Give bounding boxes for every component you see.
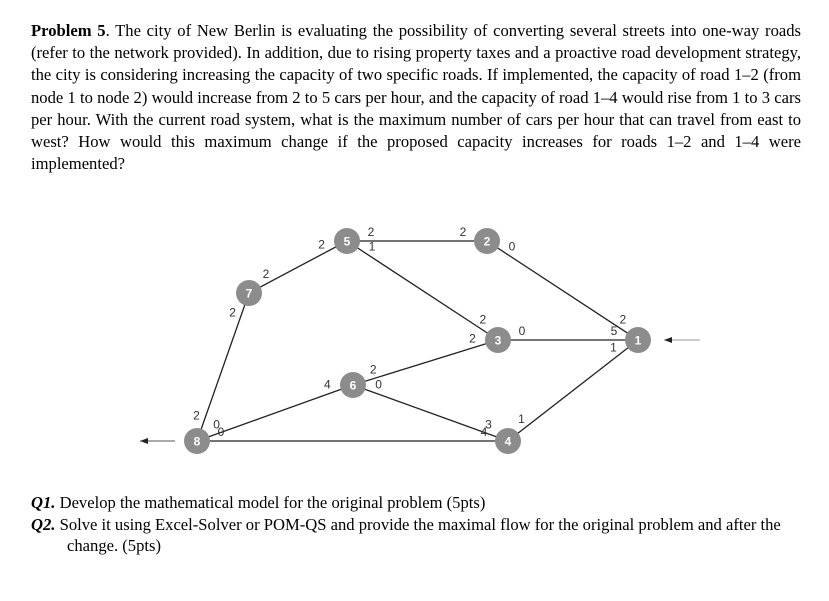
edge-capacity-label: 1 [368, 239, 376, 254]
node-label: 7 [245, 286, 253, 301]
edge-capacity-label: 3 [485, 417, 492, 432]
node-label: 2 [483, 234, 491, 249]
edge-capacity-label: 2 [193, 408, 200, 423]
edge-capacity-label: 2 [479, 312, 487, 327]
edge-capacity-label: 0 [217, 425, 225, 439]
node-label: 5 [343, 234, 351, 249]
edge-capacity-label: 0 [518, 324, 526, 338]
edge-capacity-label: 2 [367, 225, 375, 239]
node-label: 8 [193, 434, 201, 449]
question-2 [31, 514, 817, 556]
edge-capacity-label: 5 [610, 324, 618, 338]
edge-4-1 [508, 340, 638, 441]
node-label: 3 [494, 333, 502, 348]
edge-capacity-label: 0 [375, 377, 382, 392]
edge-capacity-label: 2 [229, 305, 236, 320]
question-label: Q1. [31, 493, 56, 512]
question-text: Develop the mathematical model for the original problem (5pts) [55, 493, 486, 512]
node-label: 6 [349, 378, 357, 393]
edge-capacity-label: 0 [213, 417, 220, 432]
edge-capacity-label: 0 [508, 239, 516, 254]
edge-capacity-label: 2 [459, 225, 467, 239]
edge-capacity-label: 4 [480, 425, 488, 439]
problem-label: Problem 5 [31, 21, 106, 40]
edge-capacity-label: 1 [610, 340, 617, 355]
edge-capacity-label: 2 [318, 237, 325, 252]
question-text: Solve it using Excel-Solver or POM-QS and provide the maximal flow for the original problem and after the change. (5pts) [55, 515, 781, 555]
edge-capacity-label: 4 [324, 377, 331, 392]
edge-capacity-label: 1 [518, 412, 525, 427]
node-label: 4 [504, 434, 512, 449]
question-1 [31, 492, 811, 513]
node-label: 1 [634, 333, 642, 348]
problem-text: . The city of New Berlin is evaluating the possibility of converting several streets into one-way roads (refer to the network provided). In addition, due to rising property taxes and a proactive road development strategy, the city is considering increasing the capacity of two specific roads. If implemented, the capacity of road 1–2 (from node 1 to node 2) would increase from 2 to 5 cars per hour, and the capacity of road 1–4 would rise from 1 to 3 cars per hour. With the current road system, what is the maximum number of cars per hour that can travel from east to west? How would this maximum change if the proposed capacity increases for roads 1–2 and 1–4 were implemented? [31, 21, 801, 174]
edge-capacity-label: 2 [619, 312, 627, 327]
edge-8-7 [197, 293, 249, 441]
edge-capacity-label: 2 [469, 331, 476, 346]
edge-capacity-label: 2 [369, 362, 377, 377]
edge-capacity-label: 2 [262, 266, 270, 281]
question-label: Q2. [31, 515, 56, 534]
edge-5-3 [347, 241, 498, 340]
